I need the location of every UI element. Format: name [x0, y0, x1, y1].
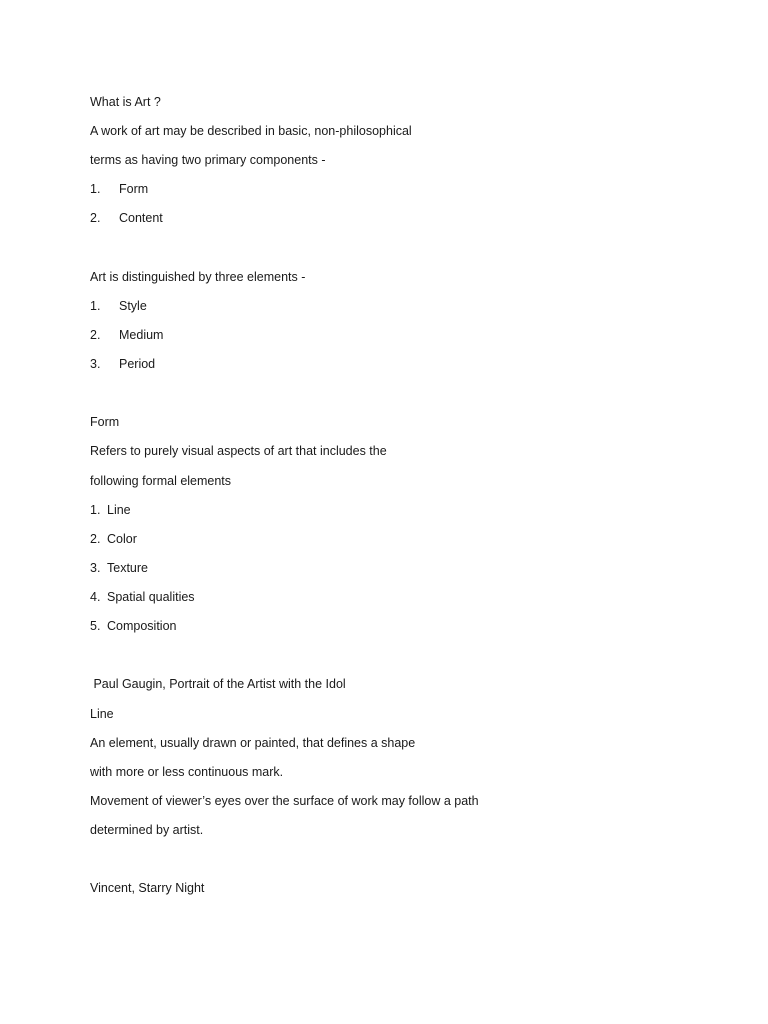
- list-item-number: 1.: [90, 299, 101, 313]
- list-item-label: Composition: [107, 619, 177, 633]
- list-item-label: Texture: [107, 561, 148, 575]
- list-item-number: 1.: [90, 182, 101, 196]
- document-title: What is Art ?: [90, 95, 161, 109]
- list-item-label: Content: [119, 211, 163, 225]
- list-item-label: Spatial qualities: [107, 590, 195, 604]
- line-description-line-4: determined by artist.: [90, 823, 204, 837]
- line-description-line-3: Movement of viewer’s eyes over the surface of work may follow a path: [90, 794, 479, 808]
- list-item-number: 2.: [90, 532, 101, 546]
- list-item-label: Line: [107, 503, 131, 517]
- line-description-line-2: with more or less continuous mark.: [90, 765, 284, 779]
- list-item-label: Form: [119, 182, 149, 196]
- elements-intro: Art is distinguished by three elements -: [90, 270, 306, 284]
- caption-vincent: Vincent, Starry Night: [90, 881, 205, 895]
- list-item-label: Period: [119, 357, 156, 371]
- form-heading: Form: [90, 415, 120, 429]
- list-item-number: 5.: [90, 619, 101, 633]
- caption-gaugin: Paul Gaugin, Portrait of the Artist with the Idol: [90, 677, 346, 691]
- intro-text-line-1: A work of art may be described in basic, non-philosophical: [90, 124, 412, 138]
- intro-text-line-2: terms as having two primary components -: [90, 153, 326, 167]
- list-item-number: 2.: [90, 211, 101, 225]
- list-item-number: 1.: [90, 503, 101, 517]
- line-description-line-1: An element, usually drawn or painted, that defines a shape: [90, 736, 416, 750]
- list-item-label: Color: [107, 532, 137, 546]
- form-description-line-2: following formal elements: [90, 474, 232, 488]
- list-item-number: 2.: [90, 328, 101, 342]
- list-item-label: Style: [119, 299, 147, 313]
- list-item-number: 3.: [90, 561, 101, 575]
- line-heading: Line: [90, 707, 114, 721]
- list-item-number: 3.: [90, 357, 101, 371]
- form-description-line-1: Refers to purely visual aspects of art that includes the: [90, 444, 387, 458]
- list-item-label: Medium: [119, 328, 164, 342]
- list-item-number: 4.: [90, 590, 101, 604]
